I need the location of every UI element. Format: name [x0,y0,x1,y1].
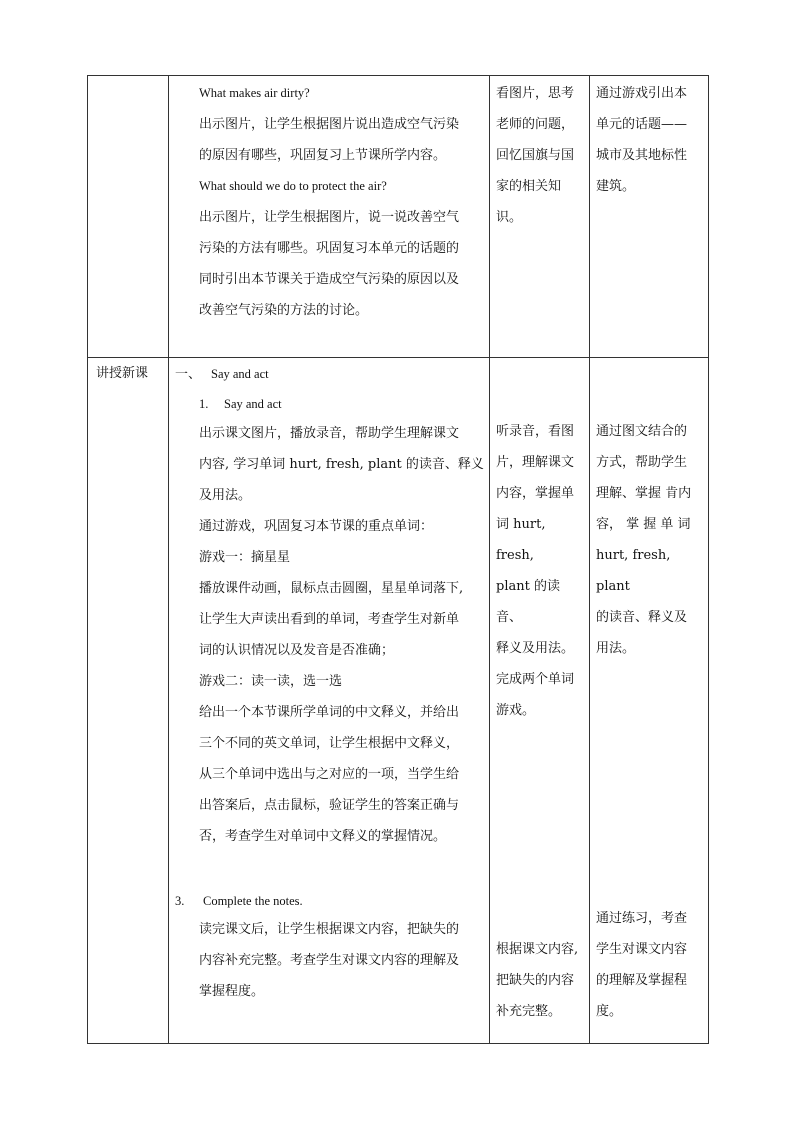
content-line: 读完课文后，让学生根据课文内容，把缺失的 [199,922,460,937]
purpose-line: 学生对课文内容 [596,942,688,957]
content-line: 从三个单词中选出与之对应的一项，当学生给 [199,767,460,782]
student-line: 内容，掌握单 [496,486,575,501]
student-line: 释义及用法。 [496,641,575,656]
purpose-line: 单元的话题—— [596,117,688,132]
purpose-line: 用法。 [596,641,636,656]
content-line: 三个不同的英文单词，让学生根据中文释义， [199,736,460,751]
student-line: 家的相关知识。 [496,179,562,225]
table-row [88,76,709,358]
notes-title: Complete the notes. [203,894,303,908]
content-line: 内容补充完整。考查学生对课文内容的理解及 [199,953,460,968]
section-title: Say and act [211,367,269,381]
content-line: What makes air dirty? [199,86,310,100]
content-line: 及用法。 [199,488,252,503]
student-line: 听录音，看图 [496,424,575,439]
student-line: 看图片，思考 [496,86,575,101]
stage-cell [88,358,169,1044]
student-line: 补充完整。 [496,1004,562,1019]
purpose-line: 容， 掌 握 单 词 [596,517,691,532]
stage-cell [88,76,169,358]
purpose-line: 理解、掌握 肯内 [596,486,692,501]
student-activity-cell [490,76,590,358]
content-line: 内容, 学习单词 hurt, fresh, plant 的读音、释义 [199,457,484,472]
content-line: 改善空气污染的方法的讨论。 [199,303,369,318]
student-line: 词 hurt, fresh, [496,517,546,563]
student-line: 把缺失的内容 [496,973,575,988]
student-line: 完成两个单词 [496,672,575,687]
section-heading [169,358,489,385]
content-line: 给出一个本节课所学单词的中文释义，并给出 [199,705,460,720]
purpose-line: 的理解及掌握程 [596,973,688,988]
purpose-line: 城市及其地标性 [596,148,688,163]
purpose-line: 度。 [596,1004,623,1019]
lesson-plan-table [87,75,709,1044]
content-line: 出示图片，让学生根据图片说出造成空气污染 [199,117,460,132]
table-row [88,358,709,1044]
purpose-line: 的读音、释义及 [596,610,688,625]
student-line: 片，理解课文 [496,455,575,470]
content-line: 通过游戏，巩固复习本节课的重点单词： [199,519,434,534]
content-line: 出示课文图片，播放录音，帮助学生理解课文 [199,426,460,441]
content-line: 污染的方法有哪些。巩固复习本单元的话题的 [199,241,460,256]
notes-number: 3. [175,894,185,908]
student-line: 游戏。 [496,703,536,718]
content-line: 游戏一：摘星星 [199,550,291,565]
content-line: 出示图片，让学生根据图片，说一说改善空气 [199,210,460,225]
purpose-cell [590,358,709,1044]
subsection-heading [169,385,489,415]
purpose-line: 通过练习，考查 [596,911,688,926]
student-line: 老师的问题， [496,117,575,132]
content-line: 出答案后，点击鼠标，验证学生的答案正确与 [199,798,460,813]
student-line: 根据课文内容, [496,942,579,957]
notes-heading [169,891,489,912]
subsection-number: 1. [199,397,209,411]
content-line: What should we do to protect the air? [199,179,387,193]
content-line: 的原因有哪些，巩固复习上节课所学内容。 [199,148,447,163]
teacher-activity-cell [169,76,490,358]
student-line: 回忆国旗与国 [496,148,575,163]
purpose-line: 通过图文结合的 [596,424,688,439]
teacher-activity-cell [169,358,490,1044]
purpose-line: hurt, fresh, plant [596,548,671,594]
purpose-cell [590,76,709,358]
purpose-line: 通过游戏引出本 [596,86,688,101]
content-line: 掌握程度。 [199,984,265,999]
content-line: 同时引出本节课关于造成空气污染的原因以及 [199,272,460,287]
content-line: 让学生大声读出看到的单词，考查学生对新单 [199,612,460,627]
student-line: plant 的读音、 [496,579,560,625]
content-line: 词的认识情况以及发音是否准确； [199,643,395,658]
purpose-line: 方式，帮助学生 [596,455,688,470]
content-line: 游戏二：读一读，选一选 [199,674,343,689]
subsection-title: Say and act [224,397,282,411]
content-line: 否，考查学生对单词中文释义的掌握情况。 [199,829,447,844]
student-activity-cell [490,358,590,1044]
section-number: 一、 [175,367,202,382]
purpose-line: 建筑。 [596,179,636,194]
stage-label: 讲授新课 [96,366,149,381]
content-line: 播放课件动画，鼠标点击圆圈，星星单词落下, [199,581,464,596]
